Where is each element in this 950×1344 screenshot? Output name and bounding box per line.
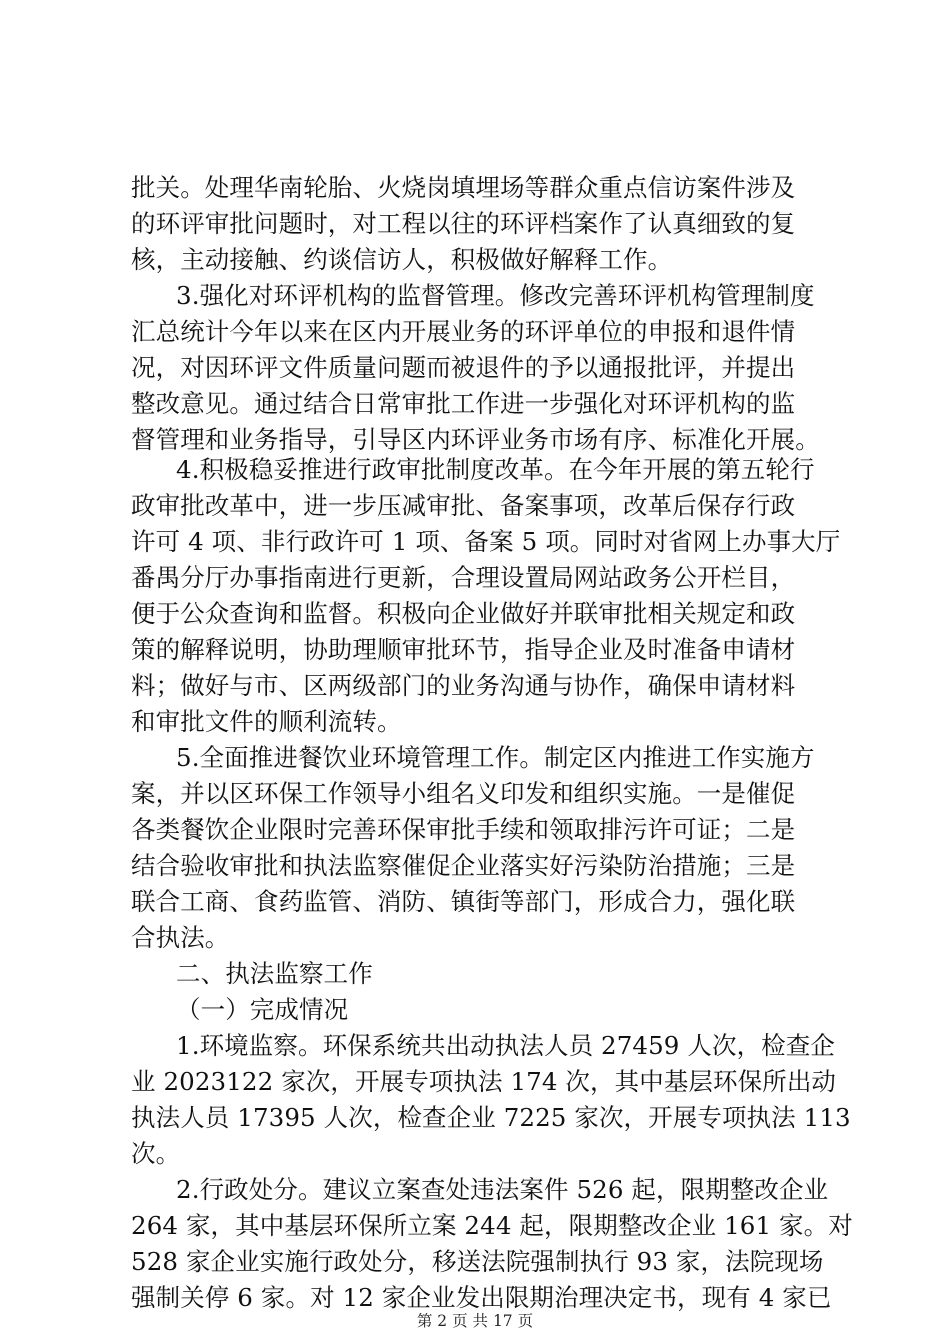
- text-line-16: 和审批文件的顺利流转。: [131, 707, 402, 736]
- text-line-15: 料；做好与市、区两级部门的业务沟通与协作，确保申请材料: [131, 671, 796, 700]
- subsection-heading: （一）完成情况: [176, 995, 349, 1024]
- text-line-19: 各类餐饮企业限时完善环保审批手续和领取排污许可证；二是: [131, 815, 796, 844]
- text-line-27: 执法人员 17395 人次，检查企业 7225 家次，开展专项执法 113: [131, 1103, 851, 1132]
- text-line-7: 整改意见。通过结合日常审批工作进一步强化对环评机构的监: [131, 389, 796, 418]
- text-line-14: 策的解释说明，协助理顺审批环节，指导企业及时准备申请材: [131, 635, 796, 664]
- text-line-30: 264 家，其中基层环保所立案 244 起，限期整改企业 161 家。对: [131, 1211, 853, 1240]
- text-line-17: 5.全面推进餐饮业环境管理工作。制定区内推进工作实施方: [176, 743, 815, 772]
- text-line-3: 核，主动接触、约谈信访人，积极做好解释工作。: [131, 245, 673, 274]
- text-line-1: 批关。处理华南轮胎、火烧岗填埋场等群众重点信访案件涉及: [131, 173, 796, 202]
- text-line-32: 强制关停 6 家。对 12 家企业发出限期治理决定书，现有 4 家已: [131, 1283, 832, 1312]
- text-line-6: 况，对因环评文件质量问题而被退件的予以通报批评，并提出: [131, 353, 796, 382]
- text-line-2: 的环评审批问题时，对工程以往的环评档案作了认真细致的复: [131, 209, 796, 238]
- text-line-4: 3.强化对环评机构的监督管理。修改完善环评机构管理制度: [176, 281, 815, 310]
- text-line-13: 便于公众查询和监督。积极向企业做好并联审批相关规定和政: [131, 599, 796, 628]
- text-line-11: 许可 4 项、非行政许可 1 项、备案 5 项。同时对省网上办事大厅: [131, 527, 841, 556]
- text-line-29: 2.行政处分。建议立案查处违法案件 526 起，限期整改企业: [176, 1175, 829, 1204]
- text-line-18: 案，并以区环保工作领导小组名义印发和组织实施。一是催促: [131, 779, 796, 808]
- text-line-21: 联合工商、食药监管、消防、镇街等部门，形成合力，强化联: [131, 887, 796, 916]
- text-line-9: 4.积极稳妥推进行政审批制度改革。在今年开展的第五轮行: [176, 455, 815, 484]
- section-heading: 二、执法监察工作: [176, 959, 373, 988]
- text-line-8: 督管理和业务指导，引导区内环评业务市场有序、标准化开展。: [131, 425, 820, 454]
- text-line-10: 政审批改革中，进一步压减审批、备案事项，改革后保存行政: [131, 491, 796, 520]
- text-line-5: 汇总统计今年以来在区内开展业务的环评单位的申报和退件情: [131, 317, 796, 346]
- text-line-25: 1.环境监察。环保系统共出动执法人员 27459 人次，检查企: [176, 1031, 835, 1060]
- text-line-12: 番禺分厅办事指南进行更新，合理设置局网站政务公开栏目，: [131, 563, 796, 592]
- text-line-31: 528 家企业实施行政处分，移送法院强制执行 93 家，法院现场: [131, 1247, 824, 1276]
- text-line-28: 次。: [131, 1139, 181, 1168]
- text-line-26: 业 2023122 家次，开展专项执法 174 次，其中基层环保所出动: [131, 1067, 837, 1096]
- text-line-22: 合执法。: [131, 923, 230, 952]
- page-footer: 第 2 页 共 17 页: [416, 1312, 534, 1330]
- text-line-20: 结合验收审批和执法监察催促企业落实好污染防治措施；三是: [131, 851, 796, 880]
